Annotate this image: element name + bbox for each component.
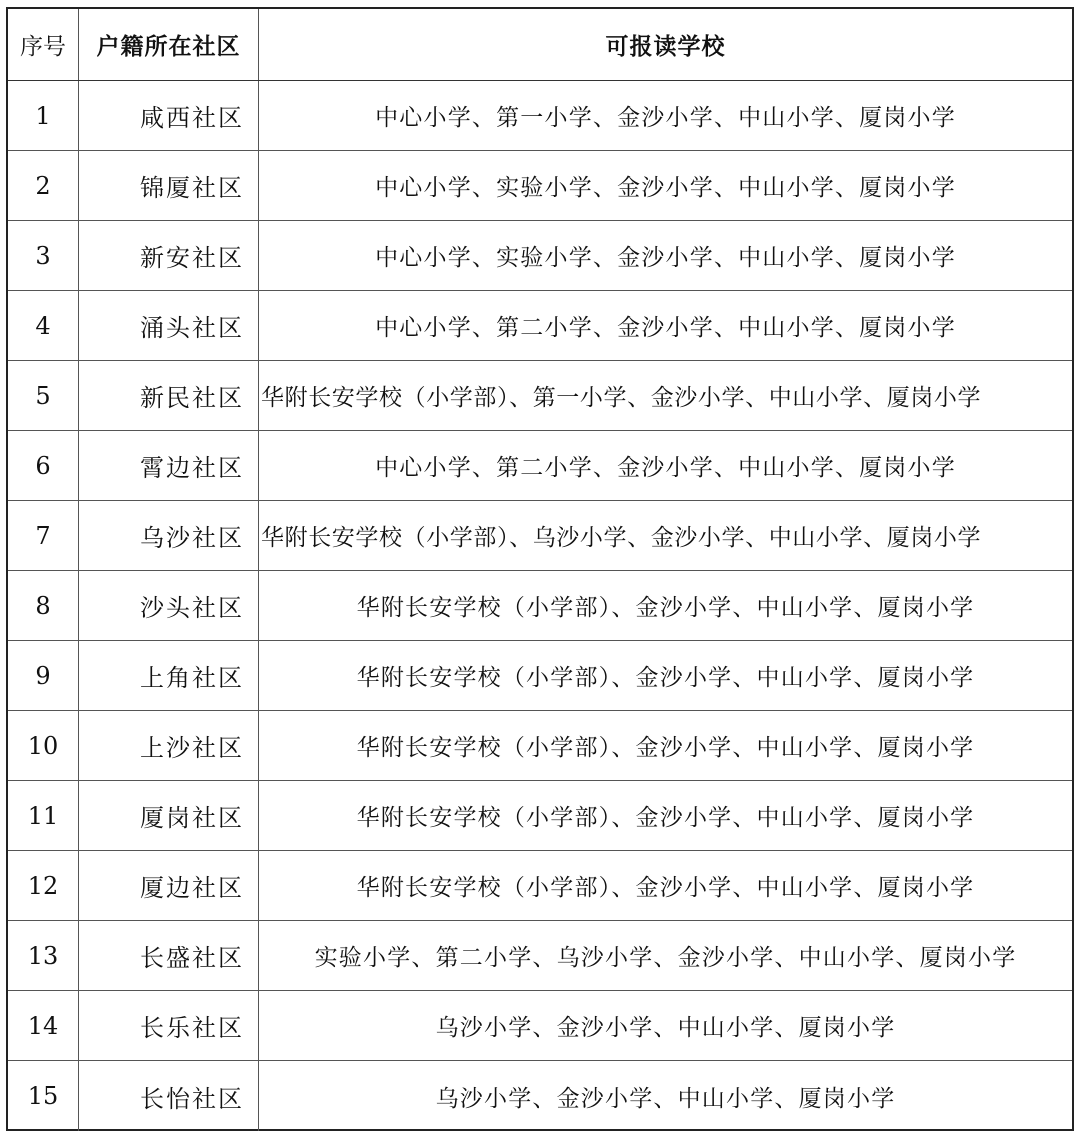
row-schools: 华附长安学校（小学部）、第一小学、金沙小学、中山小学、厦岗小学 <box>261 385 982 411</box>
table-row <box>8 151 1072 221</box>
row-schools: 华附长安学校（小学部）、金沙小学、中山小学、厦岗小学 <box>356 595 975 621</box>
row-community: 长怡社区 <box>79 1061 259 1131</box>
row-num: 8 <box>8 571 79 640</box>
row-community: 新民社区 <box>79 361 259 430</box>
row-community: 上沙社区 <box>79 711 259 780</box>
school-enrollment-table <box>6 7 1074 1131</box>
table-row <box>8 851 1072 921</box>
row-num: 7 <box>8 501 79 570</box>
row-community: 咸西社区 <box>79 81 259 150</box>
row-schools: 中心小学、第二小学、金沙小学、中山小学、厦岗小学 <box>375 315 956 341</box>
table-row <box>8 711 1072 781</box>
row-community: 长盛社区 <box>79 921 259 990</box>
row-community: 乌沙社区 <box>79 501 259 570</box>
row-num: 14 <box>8 991 79 1060</box>
row-num: 10 <box>8 711 79 780</box>
row-num: 11 <box>8 781 79 850</box>
table-row <box>8 571 1072 641</box>
row-num: 15 <box>8 1061 79 1131</box>
row-num: 9 <box>8 641 79 710</box>
row-schools: 中心小学、实验小学、金沙小学、中山小学、厦岗小学 <box>375 175 956 201</box>
row-schools: 中心小学、第二小学、金沙小学、中山小学、厦岗小学 <box>375 455 956 481</box>
table-row <box>8 361 1072 431</box>
row-community: 锦厦社区 <box>79 151 259 220</box>
row-schools: 中心小学、第一小学、金沙小学、中山小学、厦岗小学 <box>375 105 956 131</box>
table-row <box>8 221 1072 291</box>
table-header-row <box>8 9 1072 81</box>
row-num: 1 <box>8 81 79 150</box>
row-num: 12 <box>8 851 79 920</box>
table-row <box>8 781 1072 851</box>
table-row <box>8 1061 1072 1131</box>
row-community: 霄边社区 <box>79 431 259 500</box>
row-schools: 中心小学、实验小学、金沙小学、中山小学、厦岗小学 <box>375 245 956 271</box>
table-row <box>8 641 1072 711</box>
row-num: 4 <box>8 291 79 360</box>
row-num: 3 <box>8 221 79 290</box>
row-num: 13 <box>8 921 79 990</box>
row-schools: 华附长安学校（小学部）、乌沙小学、金沙小学、中山小学、厦岗小学 <box>261 525 982 551</box>
row-schools: 华附长安学校（小学部）、金沙小学、中山小学、厦岗小学 <box>356 875 975 901</box>
row-community: 上角社区 <box>79 641 259 710</box>
row-community: 新安社区 <box>79 221 259 290</box>
row-schools: 实验小学、第二小学、乌沙小学、金沙小学、中山小学、厦岗小学 <box>314 945 1017 971</box>
row-schools: 华附长安学校（小学部）、金沙小学、中山小学、厦岗小学 <box>356 665 975 691</box>
table-row <box>8 81 1072 151</box>
row-schools: 乌沙小学、金沙小学、中山小学、厦岗小学 <box>435 1015 896 1041</box>
row-community: 长乐社区 <box>79 991 259 1060</box>
row-num: 2 <box>8 151 79 220</box>
row-community: 涌头社区 <box>79 291 259 360</box>
table-row <box>8 431 1072 501</box>
row-schools: 华附长安学校（小学部）、金沙小学、中山小学、厦岗小学 <box>356 735 975 761</box>
header-num: 序号 <box>8 9 79 80</box>
row-num: 6 <box>8 431 79 500</box>
table-row <box>8 921 1072 991</box>
row-schools: 华附长安学校（小学部）、金沙小学、中山小学、厦岗小学 <box>356 805 975 831</box>
row-community: 厦岗社区 <box>79 781 259 850</box>
row-community: 沙头社区 <box>79 571 259 640</box>
row-community: 厦边社区 <box>79 851 259 920</box>
table-row <box>8 991 1072 1061</box>
header-community: 户籍所在社区 <box>79 9 259 80</box>
table-row <box>8 501 1072 571</box>
row-num: 5 <box>8 361 79 430</box>
header-schools: 可报读学校 <box>605 34 726 60</box>
row-schools: 乌沙小学、金沙小学、中山小学、厦岗小学 <box>435 1085 896 1112</box>
table-row <box>8 291 1072 361</box>
